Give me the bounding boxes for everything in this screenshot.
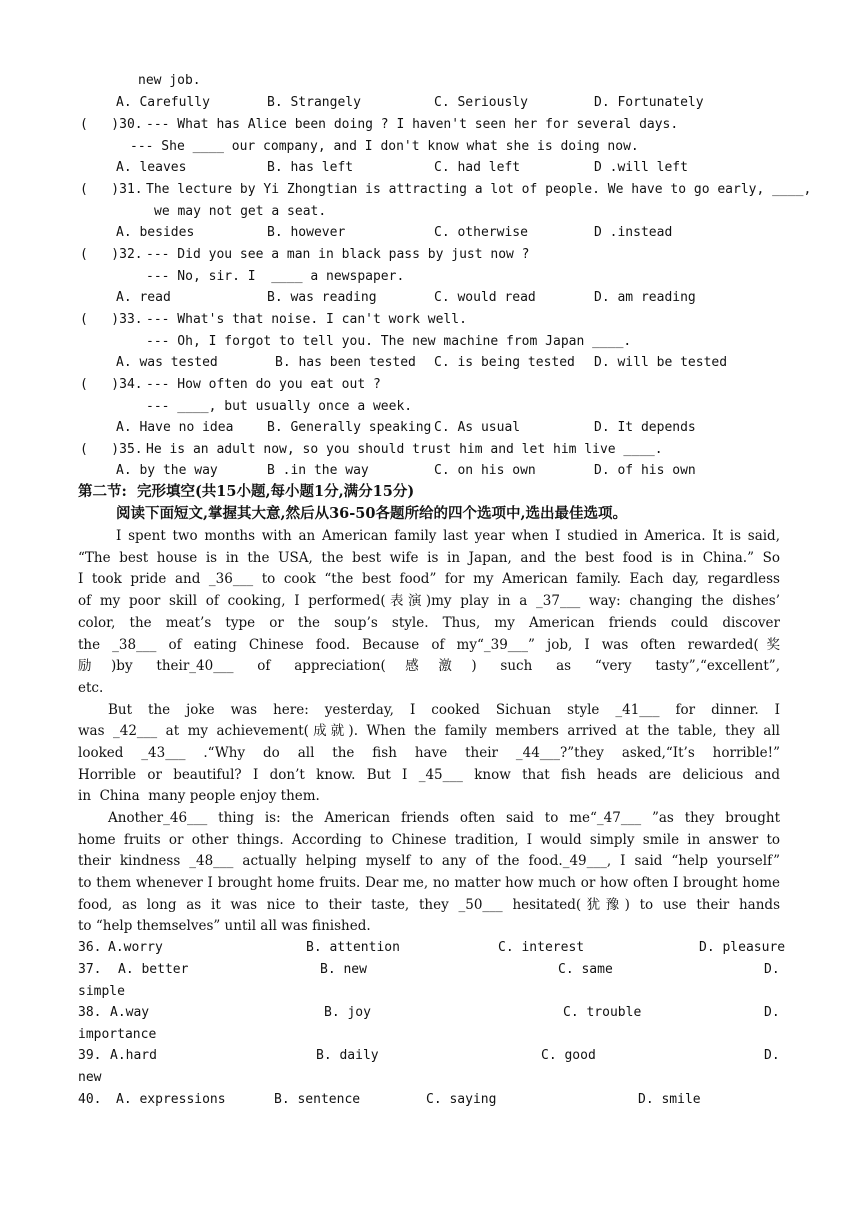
option-37-a: A. better [118, 962, 189, 977]
q33-line2: --- Oh, I forgot to tell you. The new machine from Japan ____. [146, 334, 632, 349]
option-40-d: D. smile [638, 1092, 701, 1107]
option-40-b: B. sentence [274, 1092, 361, 1107]
q33-option-d: D. will be tested [594, 355, 728, 370]
q34-option-a: A. Have no idea [116, 420, 234, 435]
q33-option-a: A. was tested [116, 355, 218, 370]
option-38-c: C. trouble [563, 1005, 642, 1020]
q33-option-c: C. is being tested [434, 355, 575, 370]
q32-option-b: B. was reading [267, 290, 377, 305]
q34-line2: --- ____, but usually once a week. [146, 399, 413, 414]
q29-continuation: new job. [138, 73, 201, 88]
q31-line2: we may not get a seat. [154, 204, 327, 219]
passage-line: I took pride and _36___ to cook “the best food” for my American family. Each day, regardless [78, 571, 780, 587]
option-number-37: 37. [78, 962, 102, 977]
q29-option-c: C. Seriously [434, 95, 528, 110]
q30-option-c: C. had left [434, 160, 521, 175]
passage-line: their kindness _48___ actually helping myself to any of the food._49___, I said “help yourself” [78, 853, 780, 869]
q32-option-d: D. am reading [594, 290, 696, 305]
passage-line: home fruits or other things. According to Chinese tradition, I would simply smile in answer to [78, 832, 780, 848]
q34-option-d: D. It depends [594, 420, 696, 435]
q29-option-b: B. Strangely [267, 95, 361, 110]
option-38-d: D. [764, 1005, 780, 1020]
q31-option-d: D .instead [594, 225, 673, 240]
q31-option-c: C. otherwise [434, 225, 528, 240]
q34-option-b: B. Generally speaking [267, 420, 432, 435]
passage-line: I spent two months with an American family last year when I studied in America. It is said, [116, 528, 780, 544]
q31-line1: The lecture by Yi Zhongtian is attracting a lot of people. We have to go early, ____, [146, 182, 812, 197]
option-37-b: B. new [320, 962, 367, 977]
passage-line: 励)by their_40___ of appreciation(感激) such as “very tasty”,“excellent”, [78, 658, 780, 674]
option-number-38: 38. [78, 1005, 102, 1020]
option-36-b: B. attention [306, 940, 400, 955]
passage-line: was _42___ at my achievement(成就). When the family members arrived at the table, they all [78, 723, 780, 739]
q33-number: ( )33. [80, 312, 143, 327]
option-36-c: C. interest [498, 940, 585, 955]
q32-number: ( )32. [80, 247, 143, 262]
q32-line1: --- Did you see a man in black pass by just now ? [146, 247, 530, 262]
q35-option-a: A. by the way [116, 463, 218, 478]
option-39-a: A.hard [110, 1048, 157, 1063]
q31-option-b: B. however [267, 225, 346, 240]
q31-option-a: A. besides [116, 225, 195, 240]
passage-line: to them whenever I brought home fruits. Dear me, no matter how much or how often I brought home [78, 875, 780, 891]
q35-option-c: C. on his own [434, 463, 536, 478]
q34-number: ( )34. [80, 377, 143, 392]
q34-option-c: C. As usual [434, 420, 521, 435]
passage-line: the _38___ of eating Chinese food. Because of my“_39___” job, I was often rewarded(奖 [78, 637, 780, 653]
option-36-a: A.worry [108, 940, 163, 955]
option-number-40: 40. [78, 1092, 102, 1107]
option-39-d-wrap: new [78, 1070, 102, 1085]
q32-line2: --- No, sir. I ____ a newspaper. [146, 269, 405, 284]
q33-line1: --- What's that noise. I can't work well. [146, 312, 467, 327]
option-40-a: A. expressions [116, 1092, 226, 1107]
q29-option-d: D. Fortunately [594, 95, 704, 110]
passage-line: color, the meat’s type or the soup’s style. Thus, my American friends could discover [78, 615, 780, 631]
passage-line: “The best house is in the USA, the best wife is in Japan, and the best food is in China.” So [78, 550, 780, 566]
passage-line: in China many people enjoy them. [78, 788, 320, 804]
passage-line: to “help themselves” until all was finished. [78, 918, 371, 934]
option-number-36: 36. [78, 940, 102, 955]
q30-line1: --- What has Alice been doing ? I haven't seen her for several days. [146, 117, 679, 132]
q35-number: ( )35. [80, 442, 143, 457]
option-37-d: D. [764, 962, 780, 977]
section-instruction: 阅读下面短文,掌握其大意,然后从36-50各题所给的四个选项中,选出最佳选项。 [116, 505, 628, 522]
option-40-c: C. saying [426, 1092, 497, 1107]
q34-line1: --- How often do you eat out ? [146, 377, 381, 392]
option-36-d: D. pleasure [699, 940, 786, 955]
option-37-d-wrap: simple [78, 984, 125, 999]
passage-line: But the joke was here: yesterday, I cooked Sichuan style _41___ for dinner. I [108, 702, 780, 718]
passage-line: food, as long as it was nice to their taste, they _50___ hesitated(犹豫) to use their hands [78, 897, 780, 913]
option-38-a: A.way [110, 1005, 150, 1020]
q35-option-b: B .in the way [267, 463, 369, 478]
option-38-d-wrap: importance [78, 1027, 157, 1042]
section-heading: 第二节: 完形填空(共15小题,每小题1分,满分15分) [78, 483, 415, 500]
option-39-c: C. good [541, 1048, 596, 1063]
passage-line: Another_46___ thing is: the American friends often said to me“_47___ ”as they brought [108, 810, 780, 826]
q35-option-d: D. of his own [594, 463, 696, 478]
q31-number: ( )31. [80, 182, 143, 197]
passage-line: etc. [78, 680, 104, 696]
q30-option-d: D .will left [594, 160, 688, 175]
q32-option-c: C. would read [434, 290, 536, 305]
option-38-b: B. joy [324, 1005, 371, 1020]
passage-line: Horrible or beautiful? I don’t know. But I _45___ know that fish heads are delicious and [78, 767, 780, 783]
q35-line1: He is an adult now, so you should trust him and let him live ____. [146, 442, 663, 457]
option-39-d: D. [764, 1048, 780, 1063]
option-37-c: C. same [558, 962, 613, 977]
option-number-39: 39. [78, 1048, 102, 1063]
q32-option-a: A. read [116, 290, 171, 305]
option-39-b: B. daily [316, 1048, 379, 1063]
q29-option-a: A. Carefully [116, 95, 210, 110]
q33-option-b: B. has been tested [275, 355, 416, 370]
q30-line2: --- She ____ our company, and I don't know what she is doing now. [130, 139, 639, 154]
q30-option-b: B. has left [267, 160, 354, 175]
passage-line: looked _43___ .“Why do all the fish have their _44___?”they asked,“It’s horrible!” [78, 745, 780, 761]
passage-line: of my poor skill of cooking, I performed(表演)my play in a _37___ way: changing the dishes’ [78, 593, 780, 609]
q30-option-a: A. leaves [116, 160, 187, 175]
q30-number: ( )30. [80, 117, 143, 132]
